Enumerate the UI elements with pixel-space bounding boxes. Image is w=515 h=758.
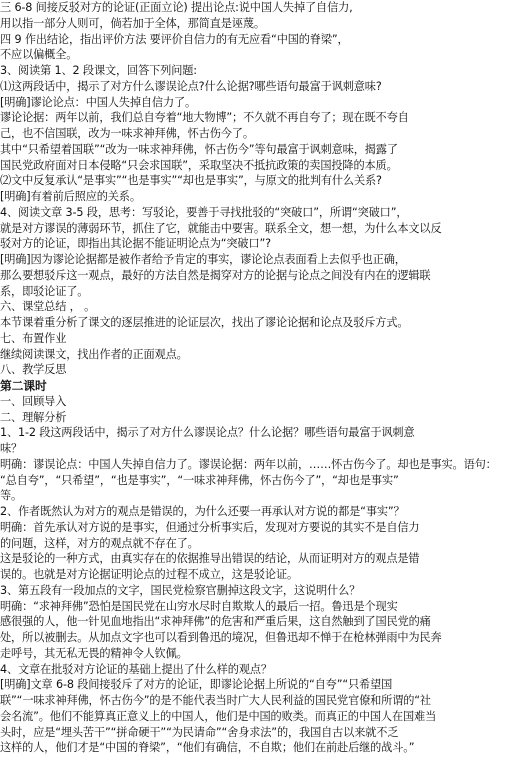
text-line: 等。	[0, 489, 23, 503]
text-line: 本节课着重分析了课文的逐层推进的论证层次，找出了谬论论据和论点及驳斥方式。	[0, 316, 409, 329]
text-line: 那么要想驳斥这一观点，最好的方法自然是揭穿对方的论据与论点之间没有内在的逻辑联	[0, 268, 431, 282]
text-line: 感很强的人，他一针见血地指出“求神拜佛”的危害和严重后果，这自然触到了国民党的痛	[0, 615, 431, 629]
text-line: 七、布置作业	[0, 331, 67, 345]
text-line: 其中“只希望着国联”“改为一味求神拜佛，怀古伤今”等句最富于讽刺意味，揭露了	[0, 142, 398, 156]
text-line: ⑵文中反复承认“是事实”“也是事实”“却也是事实”，与原文的批判有什么关系?	[0, 174, 382, 188]
text-line: 2、作者既然认为对方的观点是错误的，为什么还要一再承认对方说的都是“事实”？	[0, 505, 405, 518]
text-line: 明确：首先承认对方说的是事实，但通过分析事实后，发现对方要说的其实不是自信力	[0, 520, 420, 534]
text-line: 1、1-2 段这两段话中，揭示了对方什么谬误论点？什么论据？哪些语句最富于讽刺意	[0, 426, 415, 440]
text-line: 第二课时	[0, 379, 47, 393]
text-line: ⑴这两段话中，揭示了对方什么谬误论点?什么论据?哪些语句最富于讽刺意味?	[0, 79, 382, 93]
text-line: 误的。也就是对方论据证明论点的过程不成立，这是驳论证。	[0, 568, 299, 581]
text-line: 3、第五段有一段加点的文字，国民党检察官删掉这段文字，这说明什么？	[0, 583, 361, 597]
text-line: 这样的人，他们才是“中国的脊梁”，“他们有确信，不自欺；他们在前赴后继的战斗。”	[0, 741, 415, 755]
text-line: 处，所以被删去。从加点文字也可以看到鲁迅的境况，但鲁迅却不惮于在枪林弹雨中为民奔	[0, 631, 442, 644]
text-line: [明确]有着前后照应的关系。	[0, 190, 141, 203]
text-line: [明确]文章 6-8 段间接驳斥了对方的论证，即谬论论据上所说的“自夸”“只希望国	[0, 678, 393, 692]
text-line: 3、阅读第 1、2 段课文，回答下列问题:	[0, 64, 197, 77]
text-line: 谬论论据：两年以前，我们总自夸着“地大物博”；不久就不再自夸了；现在既不夸自	[0, 111, 409, 125]
text-line: 会名流”。他们不能算真正意义上的中国人，他们是中国的败类。而真正的中国人在国难当	[0, 709, 437, 723]
text-line: 联”“一味求神拜佛，怀古伤今”的是不能代表当时广大人民利益的国民党官僚和所谓的“社	[0, 694, 431, 707]
text-line: 4、文章在批驳对方论证的基础上提出了什么样的观点？	[0, 662, 272, 676]
text-line: 明确：“求神拜佛”恐怕是国民党在山穷水尽时自欺欺人的最后一招。鲁迅是个现实	[0, 599, 398, 613]
text-line: 头时，应是“埋头苦干”“拼命硬干”“为民请命”“舍身求法”的，我国自古以来就不乏	[0, 725, 399, 739]
text-line: [明确]因为谬论论据都是被作者给予肯定的事实，谬论论点表面看上去似乎也正确，	[0, 253, 406, 266]
text-line: 一、回顾导入	[0, 394, 67, 408]
text-line: 驳对方的论证，即指出其论据不能证明论点为“突破口”?	[0, 237, 271, 251]
text-line: 明确：谬误论点：中国人失掉自信力了。谬误论据：两年以前，……怀古伤今了。却也是事实。语句：	[0, 457, 497, 471]
text-line: 六、课堂总结 ， 。	[0, 300, 96, 314]
text-line: 二、理解分析	[0, 410, 67, 424]
text-line: 国民党政府面对日本侵略“只会求国联”，采取坚决不抵抗政策的卖国投降的本质。	[0, 158, 398, 172]
text-line: “总自夸”，“只希望”，“也是事实”，“一味求神拜佛，怀古伤今了”，“却也是事实”	[0, 473, 399, 487]
text-line: 系，即驳论证了。	[0, 284, 89, 298]
text-line: 走呼号，其无私无畏的精神令人钦佩。	[0, 646, 188, 660]
text-line: 不应以偏概全。	[0, 48, 78, 62]
text-line: 八、教学反思	[0, 363, 67, 377]
text-line: 这是驳论的一种方式，由真实存在的依据推导出错误的结论，从而证明对方的观点是错	[0, 552, 420, 566]
text-line: 四 9 作出结论，指出评价方法 要评价自信力的有无应看“中国的脊梁”，	[0, 32, 349, 46]
text-line: 就是对方谬误的薄弱环节，抓住了它，就能击中要害。联系全文，想一想，为什么本文以反	[0, 221, 442, 235]
text-line: 继续阅读课文，找出作者的正面观点。	[0, 347, 188, 361]
text-line: 用以指一部分人则可，倘若加于全体，那简直是诬蔑。	[0, 16, 265, 30]
text-line: [明确]谬论论点：中国人失掉自信力了。	[0, 95, 197, 109]
text-line: 的问题，这样，对方的观点就不存在了。	[0, 536, 199, 550]
text-line: 己，也不信国联，改为一味求神拜佛，怀古伤今了。	[0, 127, 254, 140]
text-line: 4、阅读文章 3-5 段，思考：写驳论，要善于寻找批驳的“突破口”，所谓“突破口”，	[0, 205, 408, 219]
text-line: 味？	[0, 442, 23, 455]
text-line: 三 6-8 间接反驳对方的论证(正面立论) 提出论点:说中国人失掉了自信力,	[0, 1, 353, 14]
